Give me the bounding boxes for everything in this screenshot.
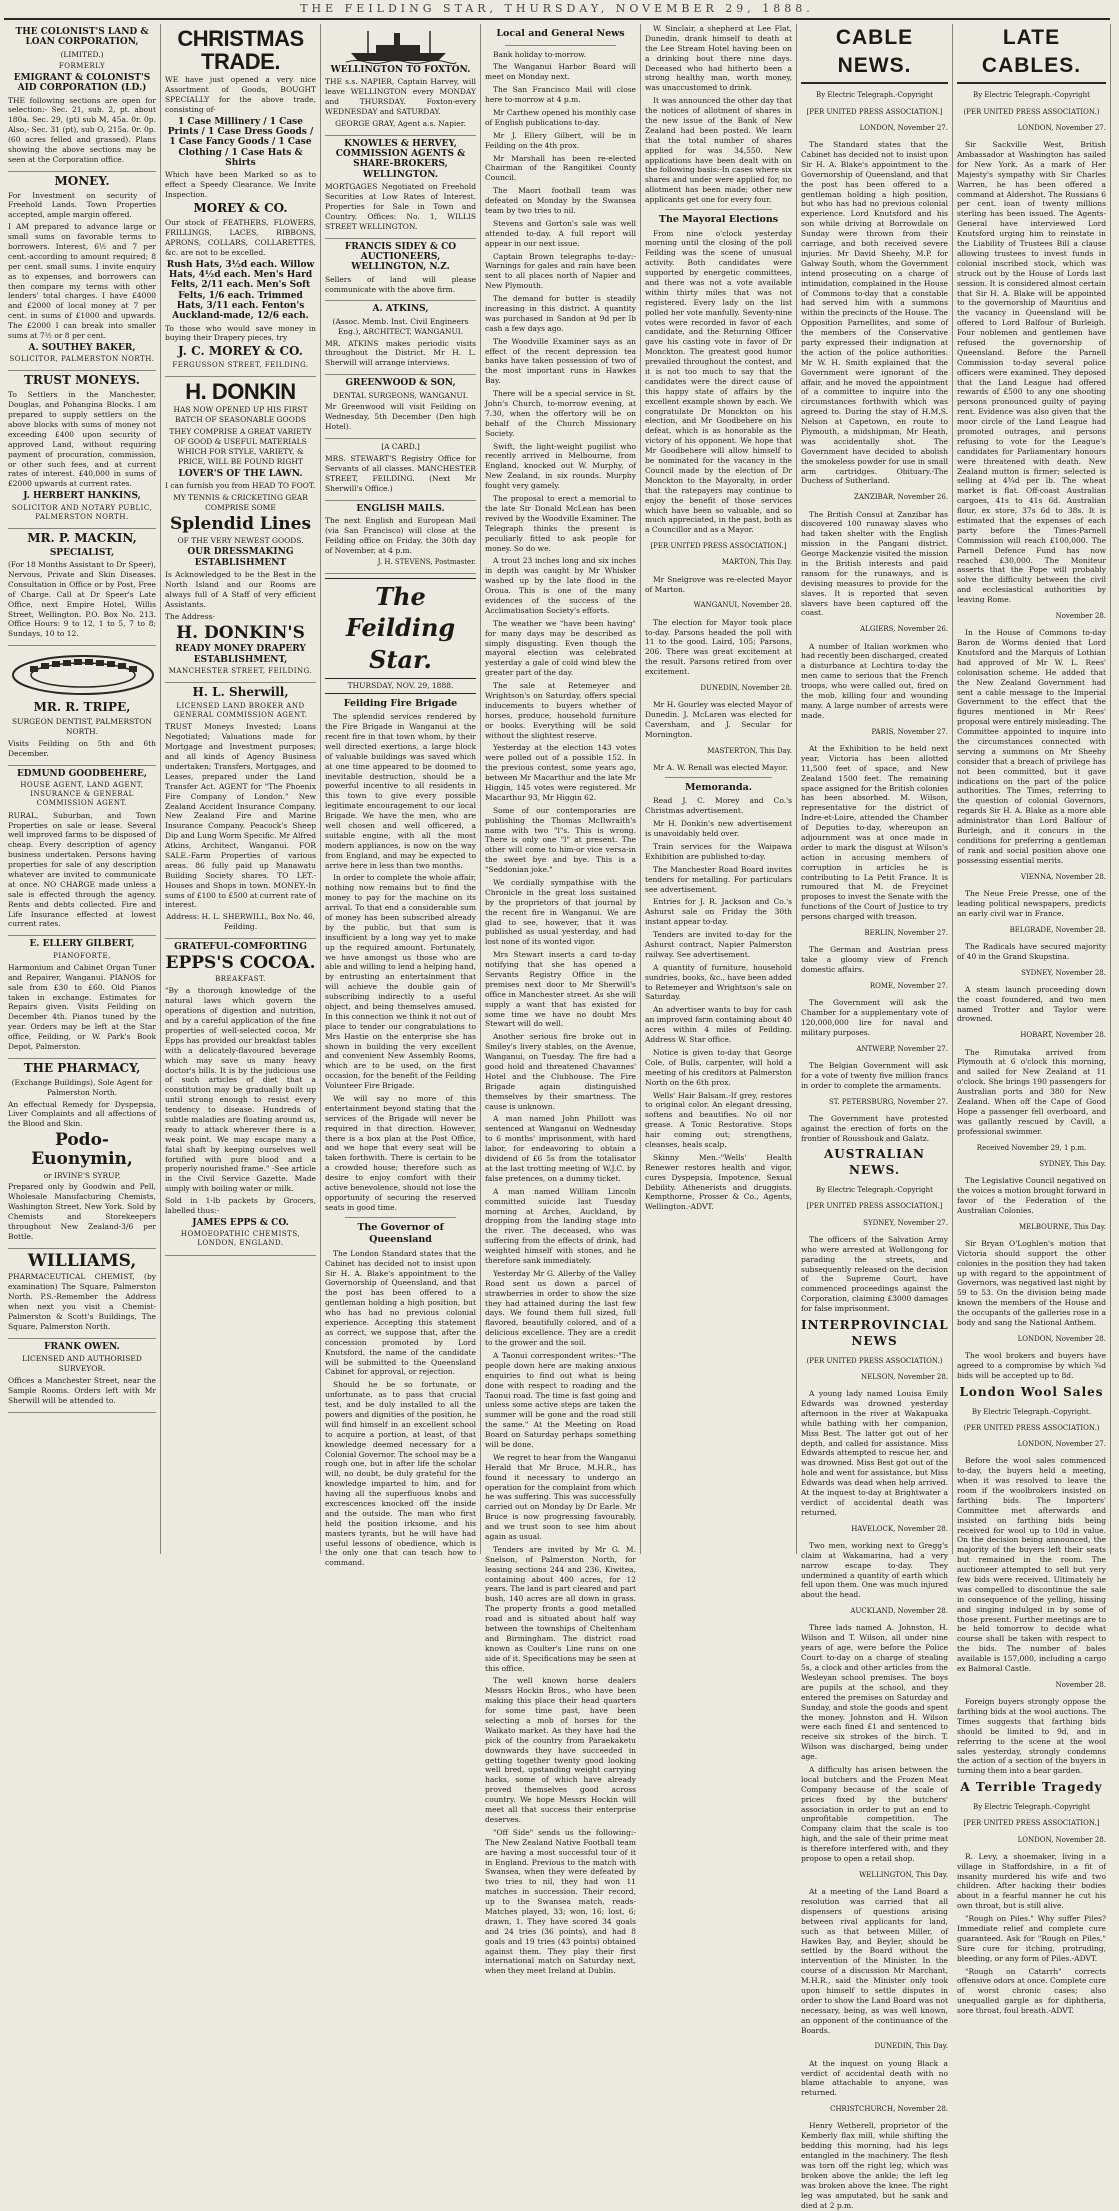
news-item: A trout 23 inches long and six inches in depth was caught by Mr Whisker washed up by the late flood in the Oroua. This is one of the many evidences of the success of the Acclimatisation Society's efforts. — [485, 556, 636, 615]
greenwood-sub: DENTAL SURGEONS, WANGANUI. — [332, 390, 469, 400]
news-item: The officers of the Salvation Army who were arrested at Wollongong for parading the streets, and subsequently released on the decision of the Supreme Court, have commenced proceedings against the Corporation, claiming £3000 damages for false imprisonment. — [801, 1234, 948, 1314]
dateline: ROME, November 27. — [869, 981, 948, 990]
news-item: The demand for butter is steadily increasing in this district. A quantity was purchased in Sandon at 9d per lb cash a few days ago. — [485, 294, 636, 333]
tragedy-head: A Terrible Tragedy — [960, 1780, 1103, 1795]
trust-ad — [8, 371, 156, 529]
fire-brigade-body-2: In order to complete the whole affair, nothing now remains but to find the money to pay for the machine on its arrival. To that end a considerable sum of money has been subscribed already by the public, but that sum is insufficient by a long way yet to make up the required amount. Fortunately, we have amongst us those who are able and willing to lend a helping hand, by entrusting an entertainment that will achieve the double gain of subscribing indirectly to a useful object, and being themselves amused. In this connection we think it not out of place to tender our congratulations to Mrs Hastie on the enterprise she has shown in building the very excellent and convenient New Assembly Rooms, which are to be used, on the first occasion, for the benefit of the Feilding Volunteer Fire Brigade. — [325, 873, 476, 1091]
donkin-ad — [165, 377, 316, 683]
divider — [665, 777, 772, 778]
fire-brigade-body-1: The splendid services rendered by the Fire Brigade in Wanganui at the recent fire in that town whom, by their well directed exertions, a large block of valuable buildings was saved which at one time appeared to be doomed to inevitable destruction, should be a powerful incentive to all residents in this town to give every possible legitimate encouragement to our local Brigade. We have the men, who are well chosen and well officered, a suitable engine, with all the most modern appliances, is now on the way from England, and may be expected to arrive here in less than two months. — [325, 712, 476, 870]
australian-byline: By Electric Telegraph.-Copyright — [816, 1186, 933, 1195]
greenwood-ad — [325, 375, 476, 439]
dateline: ALGIERS, November 26. — [860, 625, 948, 634]
goodbehere-ad — [8, 766, 156, 937]
interprovincial-news-head: INTERPROVINCIAL NEWS — [801, 1317, 949, 1348]
hankins-title: SOLICITOR AND NOTARY PUBLIC, PALMERSTON NORTH. — [11, 503, 153, 521]
gilbert-ad — [8, 936, 156, 1059]
podo-head: Podo-Euonymin, — [31, 1130, 133, 1169]
sherwill-box: Address: H. L. SHERWILL, Box No. 46, Feilding. — [165, 912, 316, 932]
mails-head: ENGLISH MAILS. — [356, 503, 445, 514]
epps-head: GRATEFUL-COMFORTING — [174, 942, 307, 953]
tripe-name: MR. R. TRIPE, — [33, 700, 131, 715]
news-item: In the House of Commons to-day Baron de Worms denied that Lord Knutsford and the Marquis of Lothian had approved of Mr W. L. Rees' colonisation scheme. He added that the New Zealand Government had sent a cable message to the Imperial Government to the effect that the figures mentioned in Mr Rees' proposal were entirely misleading. The Committee appointed to inquire into the circumstances connected with serving a summons on Mr Sheehy consider that a breach of privilege has not been committed, but it gave indications on the part of the police authorities. The Times, referring to the question of colonial Governors, regards Sir H. A. Blake as a more able administrator than Lord Balfour of Burleigh, and it concurs in the conditions for preferring a gentleman of rank and social position above one possessing essential merits. — [957, 628, 1106, 865]
sherwill-body: TRUST Moneys Invested; Loans Negotiated; Valuations made for Mortgage and Investment purposes; and all kinds of Agency Business undertaken; Transfers, Mortgages, and Leases, prepared under the Land Transfer Act. AGENT for "The Phoenix Fire Company of London." New Zealand Accident Insurance Company. New Zealand Fire and Marine Insurance Company. Peacock's Sheep Dip and Lung Worm Specific. Mr Alfred Atkins, Architect, Wanganui. FOR SALE.-Farm Properties of various areas. 86 fully paid up Manawatu Building Society shares. TO LET.-Houses and Shops in town. MONEY.-In sums of £100 to £500 at current rate of interest. — [165, 722, 316, 910]
steamer-ad — [325, 24, 476, 136]
news-item: The German and Austrian press take a gloomy view of French domestic affairs. — [801, 945, 948, 974]
sidey-ad — [325, 239, 476, 302]
pharmacy-head: THE PHARMACY, — [23, 1060, 141, 1075]
dateline: DUNEDIN, November 28. — [700, 684, 792, 692]
donkin-furnish: I can furnish you from HEAD TO FOOT. — [165, 481, 316, 491]
masthead-rule — [4, 18, 1110, 20]
steamship-illustration — [346, 29, 456, 63]
dateline: November 28. — [1055, 612, 1106, 620]
wf-head: WELLINGTON TO FOXTON. — [330, 65, 471, 75]
donkin-name-2: H. DONKIN'S — [176, 622, 305, 643]
news-item: The well known horse dealers Messrs Hockin Bros., who have been making this place their head quarters for some time past, have been selecting a mob of horses for the Waikato market. As they have had the pick of the country from Paraekaketu downwards they have succeeded in getting together twenty good looking well bred, upstanding weight carrying hacks, some of which have already proved themselves good across country. We hope Messrs Hockin will meet all that success their enterprise deserves. — [485, 1676, 636, 1824]
donkin-splendid: Splendid Lines — [169, 513, 312, 534]
mails-ad — [325, 501, 476, 574]
money-head: MONEY. — [54, 173, 110, 188]
donkin-name: H. DONKIN — [185, 379, 296, 405]
late-cables-byline: By Electric Telegraph.-Copyright — [973, 91, 1090, 100]
divider — [345, 1217, 456, 1218]
received-line: Received November 29, 1 p.m. — [976, 1143, 1087, 1152]
atkins-ad — [325, 301, 476, 375]
news-item: Bank holiday to-morrow. — [493, 49, 587, 59]
news-item: Mr J. Ellery Gilbert, will be in Feilding on the 4th prox. — [485, 130, 636, 150]
news-item: A man named John Phillott was sentenced at Wanganui on Wednesday to 6 months' imprisonment, with hard labor, for endeavoring to obtain a dividend of £6 5s from the totalisator at the last trotting meeting of W.J.C. by false pretences, on a dummy ticket. — [485, 1114, 636, 1183]
dateline: CHRISTCHURCH, November 28. — [830, 2105, 948, 2114]
dateline: LONDON, November 27. — [859, 123, 948, 132]
news-item: At the inquest on young Black a verdict of accidental death with no blame attachable to anyone, was returned. — [801, 2058, 948, 2098]
epps-sub: BREAKFAST. — [215, 975, 266, 984]
column-3 — [320, 24, 480, 1568]
news-item: Some of our contemporaries are publishing the Thomas McIlwraith's name with two "l"s. This is wrong. There is only one "l" at present. The other will come to him-or vice versa-in the sweet bye and bye. This is a "Seddonian joke." — [485, 805, 636, 875]
news-item: The Radicals have secured majority of 40 in the Grand Skupstina. — [957, 941, 1106, 961]
epps-sign: JAMES EPPS & CO. — [192, 1217, 289, 1228]
owen-name: FRANK OWEN. — [44, 1341, 120, 1352]
dateline: PARIS, November 27. — [871, 727, 948, 736]
dateline: WELLINGTON, This Day. — [859, 1870, 948, 1879]
sherwill-ad — [165, 683, 316, 939]
news-item: The Rimutaka arrived from Plymouth at 6 o'clock this morning, and sailed for New Zealand at 11 o'clock. She brings 190 passengers for Australian ports and 380 for New Zealand. When off the Cape of Good Hope a passenger fell overboard, and was gallantly rescued by Cavill, a professional swimmer. — [957, 1047, 1106, 1136]
memoranda-head: Memoranda. — [684, 781, 753, 793]
pharmacy-ad — [8, 1059, 156, 1249]
pharmacy-sub: (Exchange Buildings), Sole Agent for Palmerston North. — [11, 1077, 153, 1097]
fire-brigade-head: Feilding Fire Brigade — [343, 697, 458, 709]
news-item: A difficulty has arisen between the local butchers and the Frozen Meat Company because of the scale of prices fixed by the butchers' association in order to put an end to unprofitable competition. The Company claim that the scale is too high, and the sale of their prime meat is therefore interfered with, and they propose to open a retail shop. — [801, 1764, 948, 1863]
wf-body: THE s.s. NAPIER, Captain Harvey, will leave WELLINGTON every MONDAY and THURSDAY. Foxton-every WEDNESDAY and SATURDAY. — [325, 77, 476, 117]
dateline: BELGRADE, November 28. — [1009, 925, 1106, 934]
money-body: For Investment on security of Freehold Lands. Town Properties accepted, ample margin offered. — [8, 190, 156, 220]
atkins-head: A. ATKINS, — [372, 304, 429, 315]
interprovincial-press: (PER UNITED PRESS ASSOCIATION.) — [806, 1356, 943, 1365]
tripe-body: Visits Feilding on 5th and 6th December. — [8, 738, 156, 758]
colonists-old: EMIGRANT & COLONIST'S AID CORPORATION (LD.) — [13, 72, 151, 94]
dateline: NELSON, November 28. — [861, 1372, 948, 1381]
late-cables-press: (PER UNITED PRESS ASSOCIATION.) — [963, 107, 1100, 116]
trust-body: To Settlers in the Manchester, Douglas, and Pohangina Blocks. I am prepared to supply settlers on the above blocks with sums of money not exceeding £400 upon security of approved Land, without requiring payment of procuration, commission, or other such fees, and at current rates of interest. £40,000 in sums of £2000 upwards at current rates. — [8, 390, 156, 489]
news-item: Sir Bryan O'Loghlen's motion that Victoria should support the other colonies in the position they had taken up with regard to the appointment of Governors, was negatived last night by 59 to 53. On the division being made known the members of the House and the occupants of the galleries rose in a body and sang the National Anthem. — [957, 1238, 1106, 1327]
gilbert-title: PIANOFORTE, — [53, 951, 111, 960]
card-label: [A CARD.] — [381, 442, 420, 452]
dateline: WANGANUI, November 28. — [693, 601, 792, 610]
australian-news-head: AUSTRALIAN NEWS. — [824, 1147, 925, 1178]
colonists-title: THE COLONIST'S LAND & LOAN CORPORATION, — [15, 27, 149, 48]
dateline: DUNEDIN, This Day. — [874, 2042, 948, 2051]
news-item: The sale at Retemeyer and Wrightson's on Saturday, offers special inducements to buyers whether of horses, produce, household furniture or books. Everything will be sold without the slightest reserve. — [485, 681, 636, 740]
morey-prices: Rush Hats, 3½d each. Willow Hats, 4½d each. Men's Hard Felts, 2/11 each. Men's Soft Felts, 1/6 each. Trimmed Hats, 3/11 each. Fenton's Auckland-made, 12/6 each. — [166, 259, 315, 322]
news-item: Foreign buyers strongly oppose the farthing bids at the wool auctions. The Times suggests that farthing bids should be limited to 9d, and in referring to the scene at the wool sales yesterday, strongly condemns the action of a section of the buyers in turning them into a bear garden. — [957, 1697, 1106, 1776]
news-item: The Woodville Examiner says as an effect of the recent depression tea banks have taken possession of two of the most important runs in Hawkes Bay. — [485, 336, 636, 386]
williams-head: WILLIAMS, — [27, 1250, 137, 1271]
dateline: HOBART, November 28. — [1020, 1031, 1106, 1040]
news-item: The British Consul at Zanzibar has discovered 100 runaway slaves who had taken shelter with the English mission in the Pangani district. George Mackenzie visited the mission in the British interests and paid ransom for the runaways, and is devising measures to provide for the slaves. It is reported that seven slavers have been captured off the coast. — [801, 509, 948, 618]
news-item: Yesterday Mr G. Allerby of the Valley Road sent us down a parcel of strawberries in order to show the size they had attained during the last few days. We found them full sized, full flavored, beautifully colored, and of a delicious excellence. They are a credit to the grower and the soil. — [485, 1268, 636, 1348]
column-1 — [4, 24, 160, 1554]
dateline: SYDNEY, November 28. — [1021, 968, 1106, 977]
news-item: Two men, working next to Gregg's claim at Wakamarina, had a very narrow escape to-day. They undermined a quantity of earth which fell upon them. One was much injured about the head. — [801, 1540, 948, 1600]
mayoral-body: From nine o'clock yesterday morning until the closing of the poll Feilding was the scene of unusual activity. Both candidates were supported by energetic committees, and there was not a vote available within thirty miles that was not registered. Every lady on the list polled her vote manfully. Seventy-nine votes were recorded in favor of each candidate, and the Returning Officer gave his casting vote in favor of Dr Monckton. The greatest good humor prevailed throughout the contest, and it is not too much to say that the candidates were the direct cause of this happy state of affairs by the excellent example shown by each. We congratulate Dr Monckton on his election, and Mr Goodbehere on his defeat, which is as honorable as the victory of his opponent. We hope that Mr Goodbehere will allow himself to be nominated for the vacancy in the Council made by the election of Dr Monckton to the Mayoralty, in order that the ratepayers may continue to enjoy the benefit of those services which have been so valuable, and so much appreciated, in the past, both as a Councillor and as a Mayor. — [645, 228, 792, 535]
owen-body: Offices a Manchester Street, near the Sample Rooms. Orders left with Mr Sherwill will be attended to. — [8, 1375, 156, 1405]
column-7 — [952, 24, 1110, 2016]
kh-body: MORTGAGES Negotiated on Freehold Securities at Low Rates of Interest. Properties for Sale in Town and Country. Offices: No. 1, WILLIS STREET WELLINGTON. — [325, 182, 476, 231]
donkin-tennis: MY TENNIS & CRICKETING GEAR COMPRISE SOME — [173, 493, 308, 512]
donkin-comprise: THEY COMPRISE A GREAT VARIETY OF GOOD & USEFUL MATERIALS WHICH FOR STYLE, VARIETY, & PRICE, WILL BE FOUND RIGHT — [169, 427, 312, 466]
wool-press: (PER UNITED PRESS ASSOCIATION.) — [963, 1423, 1100, 1432]
dateline: MELBOURNE, This Day. — [1018, 1222, 1106, 1231]
governor-body-2: Should he be so fortunate, or unfortunate, as to pass that crucial test, and be duly installed to all the powers and dignities of the position, he will find himself in an excellent school to acquire a portion, at least, of that knowledge deemed necessary for a Colonial Governor. The school may be a rough one, but in after life the scholar will, no doubt, be duly grateful for the knowledge imparted to him, and for having all the superfluous knobs and excrescences knocked off the inside and the outside. The man who first held the position irksome, and his masters tyrants, but he will have had useful lessons of obedience, which is the only one that can teach how to command. — [325, 1380, 476, 1568]
news-item: It was announced the other day that the notices of allotment of shares in the new issue of the Bank of New Zealand had been posted. We learn that the total number of shares applied for was 34,550. New applications have been dealt with on the following basis:-In cases where six shares and under were applied for, no allotment has been made; other new applicants get one for every four. — [645, 96, 792, 205]
morey-intro: WE have just opened a very nice Assortment of Goods, BOUGHT SPECIALLY for the above trade, consisting of- — [165, 75, 316, 114]
money-ad — [8, 172, 156, 372]
news-item: Another serious fire broke out in Smiley's livery stables, on the Avenue, Wanganui, on Tuesday. The fire had a good hold and threatened Chavannes' Hotel and the Clubhouse. The Fire Brigade again distinguished themselves by their smartness. The cause is unknown. — [485, 1032, 636, 1111]
news-item: The Wanganui Harbor Board will meet on Monday next. — [485, 62, 636, 82]
memo-item: Wells' Hair Balsam.-If grey, restores to original color. An elegant dressing, softens and beautifies. No oil nor grease. A Tonic Restorative. Stops hair coming out; strengthens, cleanses, heals scalp. — [645, 1090, 792, 1149]
columns — [4, 24, 1110, 2210]
dateline: SYDNEY, This Day. — [1039, 1159, 1106, 1168]
epps-ad — [165, 939, 316, 1256]
dateline: MARTON, This Day. — [721, 558, 792, 567]
morey-items: 1 Case Millinery / 1 Case Prints / 1 Case Dress Goods / 1 Case Fancy Goods / 1 Case Clothing / 1 Case Hats & Shirts — [167, 116, 314, 169]
mails-sign: J. H. STEVENS, Postmaster. — [377, 557, 476, 566]
donkin-dress: OUR DRESSMAKING ESTABLISHMENT — [187, 547, 294, 568]
news-item: The Government will ask the Chamber for a supplementary vote of 120,000,000 lire for naval and military purposes. — [801, 998, 948, 1037]
greenwood-head: GREENWOOD & SON, — [345, 378, 456, 389]
memo-item: Skinny Men.-"Wells' Health Renewer restores health and vigor, cures Dyspepsia, Impotence, Sexual Debility. Athenerists and druggists. Kempthorne, Prosser & Co., Agents, Wellington.-ADVT. — [645, 1152, 792, 1212]
column-5 — [640, 24, 796, 1554]
mackin-ad — [8, 529, 156, 646]
atkins-visit: MR. ATKINS makes periodic visits throughout the District. Mr H. L. Sherwill will arrange interviews. — [325, 338, 476, 368]
newspaper-flag: The Feilding Star. — [325, 578, 476, 679]
news-item: Yesterday at the election 143 votes were polled out of a possible 152. In the previous contest, some years ago, between Mr Macarthur and the late Mr Higgin, 145 votes were registered. Mr Macarthur 93, Mr Higgin 62. — [485, 743, 636, 802]
news-item: The proposal to erect a memorial to the late Sir Donald McLean has been revived by the Woodville Examiner. The Telegraph thinks the present is peculiarly fitted to ask people for money. So do we. — [485, 494, 636, 553]
dateline: LONDON, November 28. — [1017, 1835, 1106, 1844]
news-item: Mrs Stewart inserts a card to-day notifying that she has opened a Servants Registry Office in the premises next door to Mr Sherwill's office in Manchester street. As she will supply a want that has existed for some time we have no doubt Mrs Stewart will do well. — [485, 950, 636, 1029]
dateline: ST. PETERSBURG, November 27. — [828, 1097, 948, 1106]
colonists-body: THE following sections are open for selection:- Sec. 21, sub. 2, pt. about 180a. Sec. 29, (pt) sub M, 45a. 0r. 0p. Also,- Sec. 31 (pt), sub O, 215a. 0r. 0p. (60 acres felled and grassed). Plans showing the above sections may be seen at the Corporation office. — [8, 95, 156, 164]
news-item: W. Sinclair, a shepherd at Lee Flat, Dunedin, drank himself to death at the Lee Stream Hotel having been on a drinking bout there nine days. Deceased who had hitherto been a strong healthy man, worth money, was unaccustomed to drink. — [645, 24, 792, 93]
atkins-body: (Assoc. Memb. Inst. Civil Engineers Eng.), ARCHITECT, WANGANUI. — [332, 316, 469, 336]
news-item: Mr Carthew opened his monthly case of English publications to-day. — [485, 107, 636, 127]
epps-sold: Sold in 1-lb packets by Grocers, labelled thus:- — [165, 1196, 316, 1215]
memo-item: Tenders are invited to-day for the Ashurst contract, Napier Palmerston railway. See advertisement. — [645, 930, 792, 959]
column-4 — [480, 24, 640, 1976]
memo-item: An advertiser wants to buy for cash an improved farm containing about 40 acres within 4 miles of Feilding. Address W. Star office. — [645, 1005, 792, 1045]
sidey-body: Sellers of land will please communicate with the above firm. — [325, 274, 476, 294]
sherwill-title: LICENSED LAND BROKER AND GENERAL COMMISSION AGENT. — [173, 701, 308, 720]
mayoral-head: The Mayoral Elections — [658, 214, 779, 226]
memo-item: A quantity of furniture, household sundries, books, &c., have been added to Retemeyer and Wrightson's sale on Saturday. — [645, 962, 792, 1002]
goodbehere-body: RURAL, Suburban, and Town Properties on sale or lease. Several well improved farms to be disposed of cheap. Every description of agency business undertaken. Persons having properties for sale of any description whatever are invited to communicate at once. NO CHARGE made unless a sale is effected through the agency. Rents and debts collected. Fire and Life Insurance effected at lowest current rates. — [8, 810, 156, 929]
news-item: Mr A. W. Renall was elected Mayor. — [653, 763, 788, 773]
mackin-title: SPECIALIST, — [49, 547, 115, 558]
column-2 — [160, 24, 320, 1554]
wool-byline: By Electric Telegraph.-Copyright. — [971, 1407, 1092, 1416]
masthead: THE FEILDING STAR, THURSDAY, NOVEMBER 29, 1888. — [300, 2, 814, 15]
podo-sub: or IRVINE'S SYRUP, — [43, 1170, 121, 1180]
hankins-name: J. HERBERT HANKINS, — [23, 491, 141, 502]
morey-ad — [165, 24, 316, 377]
williams-body: PHARMACEUTICAL CHEMIST, (by examination) The Square, Palmerston North. P.S.-Remember the Address when next you visit a Chemist-Palmerston & Scott's Buildings, The Square, Palmerston North. — [8, 1272, 156, 1331]
podo-body: Prepared only by Goodwin and Pell, Wholesale Manufacturing Chemists, Washington Street, New York. Sold by Chemists and Storekeepers throughout New Zealand-3/6 per Bottle. — [8, 1182, 156, 1241]
memo-item: Notice is given to-day that George Cole, of Bulls, carpenter, will hold a meeting of his creditors at Palmerston North on the 6th prox. — [645, 1047, 792, 1087]
xmas-head: CHRISTMAS TRADE. — [177, 26, 304, 75]
colonists-formerly: FORMERLY — [58, 61, 106, 70]
memo-item: Train services for the Waipawa Exhibition are published to-day. — [645, 842, 792, 861]
donkin-newest: OF THE VERY NEWEST GOODS. — [177, 535, 304, 545]
colonists-ad — [8, 24, 156, 172]
morey-stock: Our stock of FEATHERS, FLOWERS, FRILLINGS, LACES, RIBBONS, APRONS, COLLARS, COLLARETTES, &c. are not to be excelled. — [165, 217, 316, 257]
news-item: The Maori football team was defeated on Monday by the Swansea team by two tries to nil. — [485, 186, 636, 215]
late-cables-head: LATE CABLES. — [957, 24, 1106, 84]
kh-head: KNOWLES & HERVEY, COMMISSION AGENTS & SHARE-BROKERS, WELLINGTON. — [335, 138, 466, 180]
divider — [505, 45, 616, 46]
morey-co: MOREY & CO. — [193, 201, 288, 216]
news-item: Mr Marshall has been re-elected Chairman of the Rangitikei County Council. — [485, 153, 636, 183]
donkin-dress-body: Is Acknowledged to be the Best in the North Island and our Rooms are always full of A Staff of very efficient Assistants. — [165, 570, 316, 609]
memo-item: The Manchester Road Board invites tenders for metalling. For particulars see advertisement. — [645, 864, 792, 894]
morey-sign: J. C. MOREY & CO. — [178, 344, 303, 359]
memo-item: Mr H. Donkin's new advertisement is unavoidably held over. — [645, 819, 792, 839]
news-item: Stevens and Gorton's sale was well attended to-day. A full report will appear in our next issue. — [485, 218, 636, 248]
news-item: The Belgian Government will ask for a vote of twenty five million francs in order to complete the armaments. — [801, 1060, 948, 1090]
gilbert-body: Harmonium and Cabinet Organ Tuner and Repairer, Wanganui. PIANOS for sale from £30 to £60. Old Pianos taken in exchange. Estimates for Repairs given. Visits Feilding on December 4th. Pianos tuned by the year. Orders may be left at the Star office, Feilding, or W. Park's Book Depot, Palmerston. — [8, 962, 156, 1052]
news-item: The wool brokers and buyers have agreed to a compromise by which ¾d bids will be accepted up to 8d. — [957, 1351, 1106, 1380]
local-news-head: Local and General News — [496, 28, 625, 39]
advertisement-item: "Rough on Catarrh" corrects offensive odors at once. Complete cure of worst chronic cases; also unequalled gargle as for diphtheria, sore throat, foul breath.-ADVT. — [957, 1966, 1106, 2016]
morey-invite: Which have been Marked so as to effect a Speedy Clearance. We Invite Inspection. — [165, 170, 316, 200]
news-item: There will be a special service in St. John's Church, to-morrow evening, at 7.30, when the offertory will be on behalf of the Church Missionary Society. — [485, 389, 636, 438]
morey-addr: FERGUSSON STREET, FEILDING. — [172, 361, 309, 370]
news-item: Mr H. Gourley was elected Mayor of Dunedin. J. McLaren was elected for Caversham, and J. Secular for Mornington. — [645, 700, 792, 739]
news-item: The Neue Freie Presse, one of the leading political newspapers, predicts an early civil war in France. — [957, 888, 1106, 918]
news-item: A young lady named Louisa Emily Edwards was drowned yesterday afternoon in the river at Wakapuaka while bathing with her companion, Miss Best. The latter got out of her depth, and called for assistance. Miss Edwards attempted to rescue her, and was drowned. Miss Best got out of the hole and went for assistance, but Miss Edwards was dead when help arrived. At the inquest to-day at Brightwater a verdict of accidental death was returned. — [801, 1389, 948, 1517]
stewart-ad — [325, 439, 476, 500]
press-association: [PER UNITED PRESS ASSOCIATION.] — [650, 542, 787, 551]
news-item: We regret to hear from the Wanganui Herald that Mr Bruce, M.H.R., has found it necessary to undergo an operation for the complaint from which he was suffering. This was successfully carried out on Monday by Dr Earle. Mr Bruce is now progressing favourably, and we trust soon to see him about again as usual. — [485, 1452, 636, 1541]
dateline: LONDON, November 27. — [1017, 1440, 1106, 1449]
dateline: VIENNA, November 28. — [1020, 872, 1106, 881]
tragedy-press: [PER UNITED PRESS ASSOCIATION.] — [963, 1819, 1100, 1828]
news-item: We cordially sympathise with the Chronicle in the great loss sustained by the proprietors of that journal by the recent fire in Wanganui. We are glad to see, however, that it was published as usual yesterday, and had lost none of its wonted vigor. — [485, 878, 636, 947]
stewart-body: MRS. STEWART'S Registry Office for Servants of all classes. MANCHESTER STREET, FEILDING. (Next Mr Sherwill's Office.) — [325, 454, 476, 493]
donkin-address: The Address- — [165, 611, 215, 621]
news-item: A man named William Lincoln committed suicide last Tuesday morning at Arches, Auckland, by dropping from the landing stage into the river. The deceased, who was suffering from the effects of drink, had weighted himself with stones, and he therefore sank immediately. — [485, 1186, 636, 1265]
dateline: ANTWERP, November 27. — [856, 1044, 948, 1053]
news-item: At a meeting of the Land Board a resolution was carried that all dispensers of questions arising between rival applicants for land, such as that between Miller, of Hawkes Bay, and Beyler, should be settled by the Board without the intervention of the Minister. In the course of a discussion Mr Marchant, M.H.R., said the Minister only took upon himself to settle disputes in order to show the Land Board was not necessary, being, as was well known, an opponent of the continuance of the Boards. — [801, 1887, 948, 2035]
williams-ad — [8, 1249, 156, 1339]
tripe-title: SURGEON DENTIST, PALMERSTON NORTH. — [12, 717, 152, 736]
news-item: At the Exhibition to be held next year, Victoria has been allotted 11,500 feet of space, and New Zealand 1500 feet. The remaining space assigned for the British colonies has been absorbed. M. Wilson, representative for the district of Indre-et-Loire, attended the Chamber of Deputies to-day, whereupon an adjournment was at once made in order to mark the disgust at Wilson's action in accusing members of corruption in articles he is contributing to La Petit France. It is rumoured that M. de Freycinet proposes to invest the Senate with the functions of the Court of Justice to try persons charged with treason. — [801, 743, 949, 922]
epps-name: EPPS'S COCOA. — [165, 953, 316, 974]
gilbert-name: E. ELLERY GILBERT, — [29, 939, 135, 950]
dateline: AUCKLAND, November 28. — [850, 1607, 948, 1616]
news-item: The weather we "have been having" for many days may be described as simply disgusting. Even though the mayoral election was celebrated yesterday a gale of cold wind blew the greater part of the day. — [485, 618, 636, 678]
flag-date: THURSDAY, NOV. 29, 1888. — [325, 679, 476, 694]
column-spacer — [1110, 24, 1119, 1554]
sidey-head: FRANCIS SIDEY & CO AUCTIONEERS, WELLINGTON, N.Z. — [344, 241, 457, 273]
news-item: A steam launch proceeding down the coast foundered, and two men named Trotter and Taylor were drowned. — [957, 984, 1106, 1024]
dateline: MASTERTON, This Day. — [707, 746, 792, 755]
news-item: The Government have protested against the erection of forts on the frontier of Rousshouk and Galatz. — [801, 1113, 948, 1143]
owen-ad — [8, 1339, 156, 1413]
mackin-name: MR. P. MACKIN, — [27, 530, 137, 545]
news-item: Henry Wetherell, proprietor of the Kemberly flax mill, while shifting the bedding this morning, had his legs entangled in the machinery. The flesh was torn off the right leg, which was broken above the ankle; the left leg was broken above the knee. The right leg was amputated, but he sank and died at 2 p.m. — [801, 2121, 948, 2210]
column-6 — [796, 24, 952, 2210]
epps-body: "By a thorough knowledge of the natural laws which govern the operations of digestion and nutrition, and by a careful application of the fine properties of well-selected cocoa, Mr Epps has provided our breakfast tables with a delicately-flavoured beverage which may save us many heavy doctor's bills. It is by the judicious use of such articles of diet that a constitution may be gradually built up until strong enough to resist every tendency to disease. Hundreds of subtle maladies are floating around us, ready to attack wherever there is a weak point. We may escape many a fatal shaft by keeping ourselves well fortified with pure blood and a properly nourished frame." -See article in the Civil Service Gazette. Made simply with boiling water or milk. — [165, 986, 316, 1194]
donkin-lawn: LOVER'S OF THE LAWN. — [178, 468, 303, 479]
news-item: R. Levy, a shoemaker, living in a village in Staffordshire, in a fit of insanity murdered his wife and two children. After hacking their bodies about in a fearful manner he cut his own throat, but is still alive. — [957, 1851, 1106, 1911]
dateline: ZANZIBAR, November 26. — [854, 493, 948, 502]
dateline: BERLIN, November 27. — [864, 928, 948, 937]
news-item: A Taonui correspondent writes:-"The people down here are making anxious enquiries to find out what is being done with respect to roading and the Taonui road. The time is fast going and unless some active steps are taken the summer will be gone and the road still the same." At the Meeting on Road Board on Saturday perhaps something will be done. — [485, 1350, 636, 1449]
news-item: Swift, the light-weight pugilist who recently arrived in Melbourne, from England, knocked out W. Murphy, of New Zealand, in six rounds. Murphy fought very gamely. — [485, 441, 636, 491]
tripe-ad — [8, 646, 156, 765]
sherwill-name: H. L. Sherwill, — [192, 685, 289, 700]
colonists-sub: (LIMITED.) — [60, 49, 104, 59]
news-item: The Standard states that the Cabinet has decided not to insist upon Sir H. A. Blake's appointment to the Governorship of Queensland, and that the post has been offered to a gentleman holding a high position, but who has had no previous colonial experience. Lord Knutsford and his son while driving at Borrowdale on Sunday were thrown from their carriage, and both received severe injuries. Mr David Sheehy, M.P. for Galway South, whom the Government intend prosecuting on a charge of intimidation, complained in the House of Commons to-day that a constable had served him with a summons within the precincts of the House. The Opposition Parnellites, and some of the members of the Conservative party expressed their indignation at the action of the police authorities. Mr W. H. Smith explained that the Government were ignorant of the affair, and he moved the appointment of a committee to inquire into the circumstances forthwith which was agreed to. During the stay of H.M.S. Nelson at Capetown, en route to Plymouth, a midshipman, Mr Heath, was accidentally shot. The Government have decided to abolish the smokeless powder for use in small arm cartridges. Obituary.-The Duchess of Sutherland. — [801, 140, 948, 486]
donkin-open: HAS NOW OPENED UP HIS FIRST BATCH OF SEASONABLE GOODS — [173, 405, 308, 425]
news-item: Tenders are invited by Mr G. M. Snelson, of Palmerston North, for leasing sections 244 and 236, Kiwitea, containing about 400 acres, for 12 years. The land is part cleared and part bush, 140 acres are all down in grass. The property fronts a good metalled road and is situated about half way between the townships of Cheltenham and Birmingham. The district road known as Coulter's Line runs on one side of it. Specifications may be seen at this office. — [485, 1544, 636, 1673]
news-item: Sir Sackville West, British Ambassador at Washington has sailed for New York. As a mark of Her Majesty's sympathy with Sir Charles Warren, he has been offered a command at Aldershot. The Russians 6 per cent. loan of twenty millions sterling has been issued. The Agents-General have interviewed Lord Knutsford urging him to reinstate in the Liability of Trustees Bill a clause allowing trustees to invest funds in colonial inscribed stock, which was struck out by the House of Lords last session. It is considered almost certain that Sir H. A. Blake will be appointed to the governorship of Mauritius and the vacancy in Queensland will be offered to Lord Balfour of Burleigh. Four noblemen and gentlemen have refused the governorship of Queensland. Before the Parnell Commission to-day several police officers were examined. They deposed that the Land League had offered rewards of £500 to any one shooting persons pronounced guilty of paying rent. Evidence was also given that the moor circle of the Land League had promoted outrages, and persons refusing to vote for the League's candidates for Parliamentary honours were threatened with death. New Zealand mutton is firmer; selected is selling at 4¾d per lb. The wheat market is flat. Off-coast Australian cargoes, 41s to 41s 6d. Australian flour, ex store, 37s 6d to 38s. It is estimated that the expenses of each party before the Times-Parnell Commission will reach £100,000. The Parnell Defence Fund has now reached £30,000. The Moniteur asserts that the Pope will probably solve the difficulty between the civil and ecclesiastical authorities by leaving Rome. — [957, 140, 1106, 605]
dateline: November 28. — [1055, 1680, 1106, 1689]
divider — [665, 209, 772, 210]
fire-brigade-body-3: We will say no more of this entertainment beyond stating that the services of the Brigade will never be required in that direction. However, there is a box plan at the Post Office, and we hope that every seat will be taken forthwith. There is certain to be a crowded house; therefore such as desire to enjoy comfort with their active benevolence, should not lose the opportunity of securing the reserved seats in good time. — [325, 1094, 476, 1212]
cable-news-head: CABLE NEWS. — [801, 24, 948, 84]
news-item: Mr Snelgrove was re-elected Mayor of Marton. — [645, 574, 792, 594]
wool-sales-head: London Wool Sales — [959, 1384, 1104, 1399]
epps-sign-2: HOMOEOPATHIC CHEMISTS, LONDON, ENGLAND. — [180, 1230, 301, 1248]
news-item: A number of Italian workmen who had recently been discharged, created a disturbance at Lochtira to-day the men came to serious that the French troops, who were called out, fired on the mob, killing four and wounding many. A large number of arrests were made. — [801, 641, 948, 720]
advertisement-item: "Rough on Piles." Why suffer Piles? Immediate relief and complete cure guaranteed. Ask for "Rough on Piles." Sure cure for itching, protruding, bleeding, or any form of Piles.-ADVT. — [957, 1914, 1106, 1963]
mails-body: The next English and European Mail (via San Francisco) will close at the Feilding office on Friday, the 30th day of November, at 4 p.m. — [325, 515, 476, 555]
cable-byline: By Electric Telegraph.-Copyright — [816, 91, 933, 100]
greenwood-body: Mr Greenwood will visit Feilding on Wednesday, 5th December (Den high Hotel). — [325, 402, 476, 432]
tragedy-byline: By Electric Telegraph.-Copyright — [973, 1803, 1090, 1812]
trust-head: TRUST MONEYS. — [24, 373, 140, 388]
knowles-hervey-ad — [325, 136, 476, 239]
governor-body-1: The London Standard states that the Cabinet has decided not to insist upon Sir H. A. Blake's appointment to the Governorship of Queensland, and that the post has been offered to a gentleman holding a high position, but who has had no previous colonial experience. Accepting this statement as correct, we suppose that, after the concession promoted by Lord Knutsford, the name of the candidate will be submitted to the Queensland Cabinet for approval, or rejection. — [325, 1248, 476, 1377]
cable-press: [PER UNITED PRESS ASSOCIATION.] — [806, 107, 943, 116]
news-item: The election for Mayor took place to-day. Parsons headed the poll with 11 to the good. Laird, 105; Parsons, 206. There was great excitement at the result. Parsons retired from over excitement. — [645, 617, 792, 677]
goodbehere-title: HOUSE AGENT, LAND AGENT, INSURANCE & GENERAL COMMISSION AGENT. — [20, 780, 144, 808]
wf-agent: GEORGE GRAY, Agent a.s. Napier. — [335, 118, 466, 128]
baker-title: SOLICITOR, PALMERSTON NORTH. — [9, 355, 155, 364]
news-item: Before the wool sales commenced to-day, the buyers held a meeting, when it was resolved to leave the room if the woolbrokers insisted on farthing bids. The Importers' Committee met afterwards and insisted on farthing bids being received for wool up to 10d in value. On the decision being announced, the majority of the buyers left their seats but remained in the room. The auctioneer attempted to sell but very few bids were received. Ultimately he was compelled to discontinue the sale in consequence of the yelling, hissing and singing indulged in by some of those present. Further meetings are to be held tomorrow to decide what course shall be taken with respect to the bids. The number of bales available is 157,000, including a cargo ex Balmoral Castle. — [957, 1456, 1106, 1673]
news-item: Captain Brown telegraphs to-day:-Warnings for gales and rain have been sent to all places north of Napier and New Plymouth. — [485, 251, 636, 291]
donkin-street: MANCHESTER STREET, FEILDING. — [168, 666, 313, 675]
dentures-illustration — [8, 653, 158, 697]
dateline: LONDON, November 27. — [1017, 123, 1106, 132]
goodbehere-name: EDMUND GOODBEHERE, — [16, 768, 148, 779]
memo-item: Entries for J. R. Jackson and Co.'s Ashurst sale on Friday the 30th instant appear to-day. — [645, 897, 792, 927]
mackin-body: (For 18 Months Assistant to Dr Speer), Nervous, Private and Skin Diseases. Consultation in Office or by Post, Free of Charge. Call at Dr Speer's Late Office, next Empire Hotel, Willis Street, Wellington. P.O. Box No. 213. Office Hours: 9 to 12, 1 to 5, 7 to 8; Sundays, 10 to 12. — [8, 560, 156, 639]
dateline: HAVELOCK, November 28. — [851, 1524, 948, 1533]
news-item: "Off Side" sends us the following:-The New Zealand Native Football team are having a most successful tour of it in England. Previous to the match with Swansea, when they were defeated by two tries to nil, they had won 11 matches in succession. Their record, up to the Swansea match, reads-Matches played, 33; won, 16; lost, 6; drawn, 1. They have scored 34 goals and 24 tries (36 points), and had 8 goals and 19 tries (43 points) obtained against them. They play their first international match on Saturday next, when they meet Ireland at Dublin. — [485, 1827, 636, 1976]
dateline: LONDON, November 28. — [1017, 1334, 1106, 1343]
news-item: Three lads named A. Johnston, H. Wilson and T. Wilson, all under nine years of age, were before the Police Court to-day on a charge of stealing 5s, a clock and other articles from the Wesleyan school premises. The boys are pupils at the school, and they entered the premises on Saturday and Sunday, and stole the goods and spent the money. Johnston and H. Wilson were each fined £1 and sentenced to receive six strokes of the birch. T. Wilson was discharged, being under age. — [801, 1623, 948, 1762]
australian-press: [PER UNITED PRESS ASSOCIATION.] — [806, 1202, 943, 1211]
pharmacy-body: An effectual Remedy for Dyspepsia, Liver Complaints and all affections of the Blood and Skin. — [8, 1099, 156, 1129]
baker-name: A. SOUTHEY BAKER, — [28, 342, 136, 353]
owen-title: LICENSED AND AUTHORISED SURVEYOR. — [22, 1354, 142, 1374]
governor-head: The Governor of Queensland — [357, 1221, 444, 1246]
dateline: SYDNEY, November 27. — [863, 1218, 948, 1227]
donkin-drapery: READY MONEY DRAPERY ESTABLISHMENT, — [175, 644, 306, 665]
news-item: The Legislative Council negatived on the voices a motion brought forward in favor of the Federation of the Australian Colonies. — [957, 1176, 1106, 1215]
morey-save: To those who would save money in buying their Drapery pieces, try — [165, 323, 316, 343]
loans-body: I AM prepared to advance large or small sums on favorable terms to borrowers. Interest, 6½ and 7 per cent.-according to amount required; 8 per cent. small sums. I invite enquiry as to expenses, and borrowers can then compare my terms with other lenders' total charges. I have £4000 and £2000 of local money at 7 per cent. in sums of £1000 and upwards. The £2000 I can break into smaller sums at 7½ or 8 per cent. — [8, 222, 156, 340]
memo-item: Read J. C. Morey and Co.'s Christmas advertisement. — [645, 796, 792, 816]
news-item: The San Francisco Mail will close here to-morrow at 4 p.m. — [485, 85, 636, 105]
